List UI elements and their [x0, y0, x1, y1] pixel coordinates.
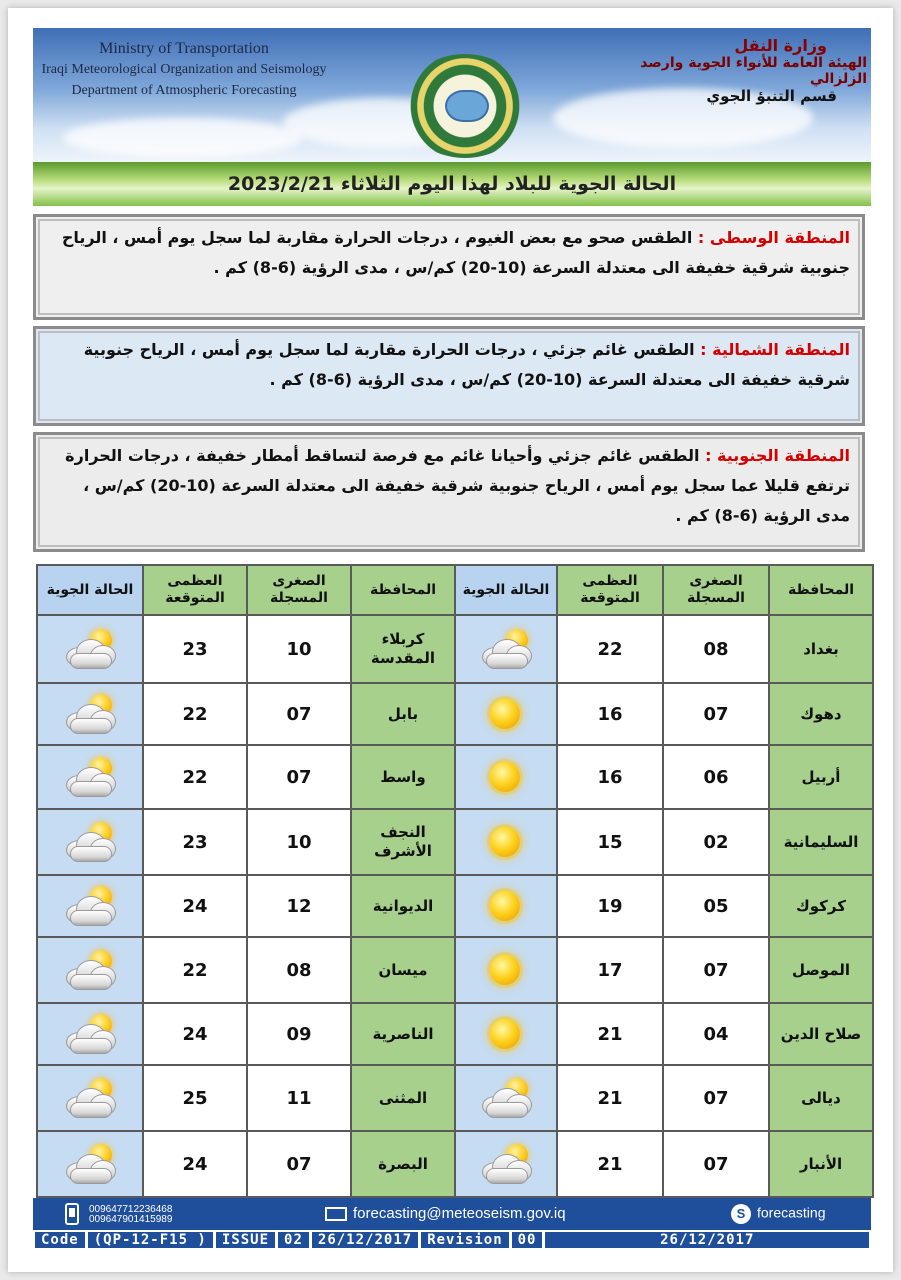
governorate-cell: السليمانية	[769, 809, 873, 875]
table-row	[37, 875, 873, 937]
partly-cloudy-icon	[62, 757, 118, 797]
min-temp-cell: 06	[663, 745, 769, 809]
max-temp-cell: 16	[557, 683, 663, 745]
region-label: المنطقة الشمالية :	[700, 340, 850, 359]
organization-name-ar: الهيئة العامة للأنواء الجوية وارصد الزلزالي	[640, 55, 867, 87]
region-central	[33, 214, 865, 320]
max-temp-cell: 17	[557, 937, 663, 1003]
weather-state-cell	[37, 875, 143, 937]
sun-icon	[478, 1014, 534, 1054]
table-row	[37, 1065, 873, 1131]
header-weather-state: الحالة الجوية	[37, 565, 143, 615]
governorate-cell: واسط	[351, 745, 455, 809]
governorate-cell: صلاح الدين	[769, 1003, 873, 1065]
governorate-cell: المثنى	[351, 1065, 455, 1131]
weather-state-cell	[455, 615, 557, 683]
max-temp-cell: 21	[557, 1065, 663, 1131]
skype-name: forecasting	[757, 1204, 826, 1221]
max-temp-cell: 21	[557, 1003, 663, 1065]
sun-icon	[478, 694, 534, 734]
governorate-cell: بابل	[351, 683, 455, 745]
weather-state-cell	[37, 1003, 143, 1065]
email-address: forecasting@meteoseism.gov.iq	[353, 1205, 566, 1222]
partly-cloudy-icon	[478, 1144, 534, 1184]
region-text: الطقس غائم جزئي وأحيانا غائم مع فرصة لتساقط أمطار خفيفة ، درجات الحرارة ترتفع قليلا عما سجل يوم أمس ، الرياح جنوبية شرقية خفيفة الى معتدلة السرعة (10-20) كم/س ، مدى الرؤية (6-8) كم .	[65, 446, 850, 525]
weather-state-cell	[37, 683, 143, 745]
region-text: الطقس غائم جزئي ، درجات الحرارة مقاربة لما سجل يوم أمس ، الرياح جنوبية شرقية خفيفة الى معتدلة السرعة (10-20) كم/س ، مدى الرؤية (6-8) كم .	[83, 340, 850, 389]
max-temp-cell: 22	[557, 615, 663, 683]
header-arabic	[607, 36, 867, 105]
footer-bar	[33, 1198, 871, 1250]
partly-cloudy-icon	[62, 694, 118, 734]
min-temp-cell: 07	[663, 683, 769, 745]
governorate-cell: كركوك	[769, 875, 873, 937]
ministry-name-en: Ministry of Transportation	[99, 40, 269, 57]
table-row	[37, 1003, 873, 1065]
header-english	[39, 38, 329, 101]
max-temp-cell: 19	[557, 875, 663, 937]
skype-icon: S	[731, 1204, 751, 1224]
max-temp-cell: 24	[143, 1131, 247, 1197]
phone-numbers	[89, 1205, 172, 1225]
governorate-cell: دهوك	[769, 683, 873, 745]
max-temp-cell: 23	[143, 809, 247, 875]
header-banner	[33, 28, 871, 162]
sun-icon	[478, 886, 534, 926]
phone-number: 009647712236468	[89, 1204, 173, 1215]
revision-date: 26/12/2017	[545, 1232, 869, 1248]
region-label: المنطقة الجنوبية :	[705, 446, 850, 465]
code-label: Code	[35, 1232, 85, 1248]
max-temp-cell: 24	[143, 1003, 247, 1065]
weather-state-cell	[455, 875, 557, 937]
partly-cloudy-icon	[62, 629, 118, 669]
max-temp-cell: 25	[143, 1065, 247, 1131]
forecast-table	[36, 564, 874, 1198]
min-temp-cell: 10	[247, 615, 351, 683]
min-temp-cell: 08	[663, 615, 769, 683]
sun-icon	[478, 822, 534, 862]
skype-contact[interactable]	[731, 1204, 825, 1224]
partly-cloudy-icon	[62, 950, 118, 990]
table-row	[37, 937, 873, 1003]
issue-date: 26/12/2017	[312, 1232, 418, 1248]
max-temp-cell: 22	[143, 937, 247, 1003]
governorate-cell: ميسان	[351, 937, 455, 1003]
max-temp-cell: 22	[143, 683, 247, 745]
table-row	[37, 809, 873, 875]
table-header-row	[37, 565, 873, 615]
governorate-cell: البصرة	[351, 1131, 455, 1197]
weather-state-cell	[37, 809, 143, 875]
header-max-temp: العظمى المتوقعة	[557, 565, 663, 615]
weather-state-cell	[37, 1131, 143, 1197]
header-governorate: المحافظة	[769, 565, 873, 615]
partly-cloudy-icon	[478, 629, 534, 669]
min-temp-cell: 08	[247, 937, 351, 1003]
max-temp-cell: 15	[557, 809, 663, 875]
table-row	[37, 615, 873, 683]
organization-name-en: Iraqi Meteorological Organization and Seismology	[41, 62, 327, 77]
region-label: المنطقة الوسطى :	[697, 228, 850, 247]
governorate-cell: أربيل	[769, 745, 873, 809]
table-row	[37, 1131, 873, 1197]
sun-icon	[478, 757, 534, 797]
min-temp-cell: 10	[247, 809, 351, 875]
revision-label: Revision	[421, 1232, 508, 1248]
phone-icon	[65, 1203, 79, 1225]
min-temp-cell: 07	[247, 1131, 351, 1197]
governorate-cell: الديوانية	[351, 875, 455, 937]
min-temp-cell: 07	[663, 1131, 769, 1197]
weather-state-cell	[455, 1003, 557, 1065]
partly-cloudy-icon	[62, 822, 118, 862]
weather-state-cell	[455, 1065, 557, 1131]
partly-cloudy-icon	[62, 886, 118, 926]
min-temp-cell: 07	[247, 745, 351, 809]
ministry-name-ar: وزارة النقل	[734, 36, 827, 55]
governorate-cell: كربلاء المقدسة	[351, 615, 455, 683]
email-contact[interactable]	[325, 1205, 566, 1222]
region-north	[33, 326, 865, 426]
department-name-ar: قسم التنبؤ الجوي	[706, 87, 837, 105]
phone-number: 009647901415989	[89, 1214, 173, 1225]
partly-cloudy-icon	[478, 1078, 534, 1118]
organization-logo	[402, 54, 528, 158]
header-min-temp: الصغرى المسجلة	[663, 565, 769, 615]
header-min-temp: الصغرى المسجلة	[247, 565, 351, 615]
max-temp-cell: 16	[557, 745, 663, 809]
weather-state-cell	[455, 937, 557, 1003]
table-row	[37, 683, 873, 745]
partly-cloudy-icon	[62, 1014, 118, 1054]
weather-state-cell	[37, 1065, 143, 1131]
header-max-temp: العظمى المتوقعة	[143, 565, 247, 615]
max-temp-cell: 23	[143, 615, 247, 683]
weather-state-cell	[37, 615, 143, 683]
department-name-en: Department of Atmospheric Forecasting	[71, 83, 297, 98]
min-temp-cell: 02	[663, 809, 769, 875]
max-temp-cell: 21	[557, 1131, 663, 1197]
partly-cloudy-icon	[62, 1078, 118, 1118]
min-temp-cell: 11	[247, 1065, 351, 1131]
document-code-strip	[33, 1230, 871, 1250]
min-temp-cell: 07	[247, 683, 351, 745]
min-temp-cell: 05	[663, 875, 769, 937]
partly-cloudy-icon	[62, 1144, 118, 1184]
max-temp-cell: 22	[143, 745, 247, 809]
min-temp-cell: 04	[663, 1003, 769, 1065]
code-value: (QP-12-F15 )	[88, 1232, 213, 1248]
min-temp-cell: 07	[663, 937, 769, 1003]
issue-label: ISSUE	[216, 1232, 275, 1248]
sun-icon	[478, 950, 534, 990]
governorate-cell: الأنبار	[769, 1131, 873, 1197]
weather-state-cell	[37, 745, 143, 809]
weather-state-cell	[455, 745, 557, 809]
envelope-icon	[325, 1207, 347, 1221]
weather-state-cell	[455, 683, 557, 745]
governorate-cell: الموصل	[769, 937, 873, 1003]
governorate-cell: ديالى	[769, 1065, 873, 1131]
issue-value: 02	[278, 1232, 309, 1248]
weather-state-cell	[37, 937, 143, 1003]
min-temp-cell: 07	[663, 1065, 769, 1131]
header-governorate: المحافظة	[351, 565, 455, 615]
header-weather-state: الحالة الجوية	[455, 565, 557, 615]
revision-value: 00	[512, 1232, 543, 1248]
max-temp-cell: 24	[143, 875, 247, 937]
min-temp-cell: 09	[247, 1003, 351, 1065]
governorate-cell: بغداد	[769, 615, 873, 683]
table-row	[37, 745, 873, 809]
region-south	[33, 432, 865, 552]
bulletin-title: الحالة الجوية للبلاد لهذا اليوم الثلاثاء 2023/2/21	[33, 162, 871, 206]
region-text: الطقس صحو مع بعض الغيوم ، درجات الحرارة مقاربة لما سجل يوم أمس ، الرياح جنوبية شرقية خفيفة الى معتدلة السرعة (10-20) كم/س ، مدى الرؤية (6-8) كم .	[61, 228, 850, 277]
governorate-cell: النجف الأشرف	[351, 809, 455, 875]
governorate-cell: الناصرية	[351, 1003, 455, 1065]
weather-state-cell	[455, 809, 557, 875]
weather-state-cell	[455, 1131, 557, 1197]
min-temp-cell: 12	[247, 875, 351, 937]
